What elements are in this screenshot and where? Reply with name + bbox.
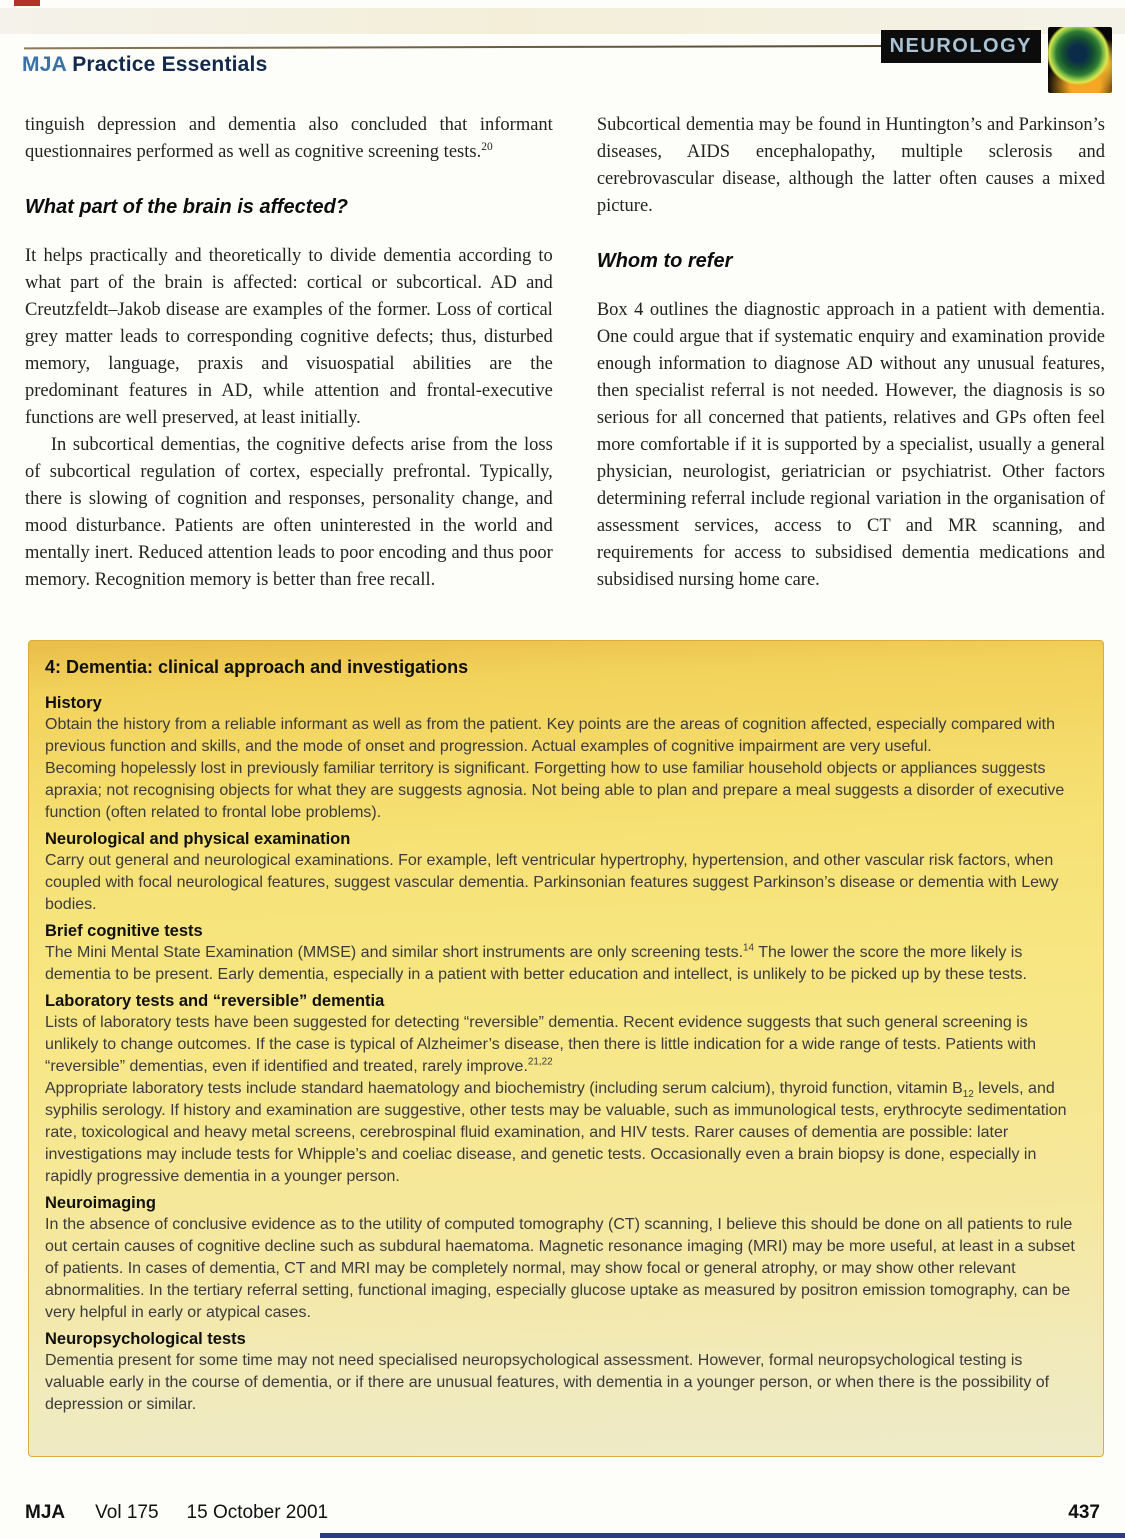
bottom-edge-bar (320, 1533, 1125, 1538)
footer-journal: MJA (25, 1502, 66, 1523)
box-paragraph: Carry out general and neurological examinations. For example, left ventricular hypertrophy, hypertension, and other vascular risk factors, when coupled with focal neurological features, suggest vascular dementia. Parkinsonian features suggest Parkinson’s disease or dementia with Lewy bodies. (45, 852, 1059, 913)
box-section (45, 694, 1077, 824)
box-section (45, 992, 1077, 1188)
box-paragraph: In the absence of conclusive evidence as to the utility of computed tomography (CT) scanning, I believe this should be done on all patients to rule out certain causes of cognitive decline such as subdural haematoma. Magnetic resonance imaging (MRI) may be more useful, at least in a subset of patients. In cases of dementia, CT and MRI may be completely normal, may show focal or general atrophy, or may show other relevant abnormalities. In the tertiary referral setting, functional imaging, especially glucose uptake as measured by positron emission tomography, can be very helpful in early or atypical cases. (45, 1216, 1075, 1321)
box-section-body (45, 1350, 1077, 1416)
footer-page-number: 437 (1068, 1502, 1100, 1523)
paragraph-cortical: It helps practically and theoretically to divide dementia according to what part of the brain is affected: cortical or subcortical. AD and Creutzfeldt–Jakob disease are examples of the former. Loss of cortical grey matter leads to corresponding cognitive defects; thus, disturbed memory, language, praxis and visuospatial abilities are the predominant features in AD, while attention and frontal-executive functions are well preserved, at least initially. (25, 246, 553, 428)
box-paragraph: Dementia present for some time may not need specialised neuropsychological assessment. However, formal neuropsychological testing is valuable early in the course of dementia, or if there are unusual features, with dementia in a younger person, or when there is the possibility of depression or similar. (45, 1352, 1050, 1413)
box-section-heading: Neuropsychological tests (45, 1330, 246, 1348)
box-section (45, 830, 1077, 916)
neurology-badge: NEUROLOGY (881, 30, 1041, 63)
paragraph-referral: Box 4 outlines the diagnostic approach in a patient with dementia. One could argue that if systematic enquiry and examination provide enough information to diagnose AD without any unusual features, then specialist referral is not needed. However, the diagnosis is so serious for all concerned that patients, relatives and GPs often feel more comfortable if it is supported by a specialist, usually a general physician, neurologist, geriatrician or psychiatrist. Other factors determining referral include regional variation in the organisation of assessment services, access to CT and MR scanning, and requirements for access to subsidised dementia medications and subsidised nursing home care. (596, 300, 1105, 590)
box-4-dementia (28, 640, 1104, 1457)
box-section (45, 922, 1077, 986)
brain-scan-icon (1048, 27, 1112, 93)
box-paragraph: The Mini Mental State Examination (MMSE) and similar short instruments are only screening tests.$^{14}$ The lower the score the more likely is dementia to be present. Early dementia, especially in a patient with better education and intellect, is unlikely to be picked up by these tests. (45, 942, 1027, 983)
footer-date: 15 October 2001 (186, 1502, 329, 1523)
box-section-heading: Neuroimaging (45, 1194, 156, 1212)
box-section-body (45, 942, 1077, 986)
box-section-body (45, 1012, 1077, 1188)
scan-artifact-corner-mark (14, 0, 40, 6)
paragraph-subcortical: In subcortical dementias, the cognitive defects arise from the loss of subcortical regulation of cortex, especially prefrontal. Typically, there is slowing of cognition and responses, personality change, and mood disturbance. Patients are often uninterested in the world and mentally inert. Reduced attention leads to poor encoding and thus poor memory. Recognition memory is better than free recall. (25, 435, 553, 590)
box-section-heading: Laboratory tests and “reversible” dementia (45, 992, 385, 1010)
paragraph-subcortical-diseases: Subcortical dementia may be found in Huntington’s and Parkinson’s diseases, AIDS encephalopathy, multiple sclerosis and cerebrovascular disease, although the latter often causes a mixed picture. (596, 115, 1105, 216)
paragraph-continued: tinguish depression and dementia also concluded that informant questionnaires performed as well as cognitive screening tests.$^{20}$ (25, 115, 553, 162)
box-section-heading: History (45, 694, 102, 712)
box-section (45, 1194, 1077, 1324)
right-column (597, 112, 1105, 594)
footer-volume: Vol 175 (95, 1502, 159, 1523)
section-heading-whom-to-refer: Whom to refer (596, 250, 733, 272)
box-paragraph: Lists of laboratory tests have been suggested for detecting “reversible” dementia. Recent evidence suggests that such general screening is unlikely to change outcomes. If the case is typical of Alzheimer’s disease, then there is little indication for a wide range of tests. Patients with “reversible” dementias, even if identified and treated, rarely improve.$^{21,22}$ (45, 1014, 1037, 1075)
box-paragraph: Appropriate laboratory tests include standard haematology and biochemistry (including serum calcium), thyroid function, vitamin $B_{12}$ levels, and syphilis serology. If history and examination are suggestive, other tests may be valuable, such as immunological tests, erythrocyte sedimentation rate, toxicological and heavy metal screens, cerebrospinal fluid examination, and HIV tests. Rarer causes of dementia are possible: later investigations may include tests for Whipple’s and coeliac disease, and genetic tests. Occasionally even a brain biopsy is done, especially in rapidly progressive dementia in a younger person. (45, 1080, 1067, 1185)
box-section-heading: Neurological and physical examination (45, 830, 351, 848)
box-section-body (45, 714, 1077, 824)
box-paragraph: Becoming hopelessly lost in previously familiar territory is significant. Forgetting how to use familiar household objects or appliances suggests apraxia; not recognising objects for what they are suggests agnosia. Not being able to plan and prepare a meal suggests a disorder of executive function (often related to frontal lobe problems). (45, 760, 1065, 821)
box-sections (45, 694, 1077, 1416)
left-column (25, 112, 553, 594)
box-section-heading: Brief cognitive tests (45, 922, 203, 940)
box-title: 4: Dementia: clinical approach and investigations (45, 657, 469, 677)
box-paragraph: Obtain the history from a reliable informant as well as from the patient. Key points are the areas of cognition affected, especially compared with previous function and skills, and the mode of onset and progression. Actual examples of cognitive impairment are very useful. (45, 716, 1056, 755)
section-heading-brain-affected: What part of the brain is affected? (25, 196, 348, 218)
box-section-body (45, 850, 1077, 916)
journal-brand-series: Practice Essentials (72, 53, 268, 76)
journal-brand-mja: MJA (22, 53, 67, 76)
page-footer (25, 1502, 1100, 1524)
box-section-body (45, 1214, 1077, 1324)
article-columns (25, 112, 1105, 594)
journal-brand (22, 53, 267, 77)
box-section (45, 1330, 1077, 1416)
